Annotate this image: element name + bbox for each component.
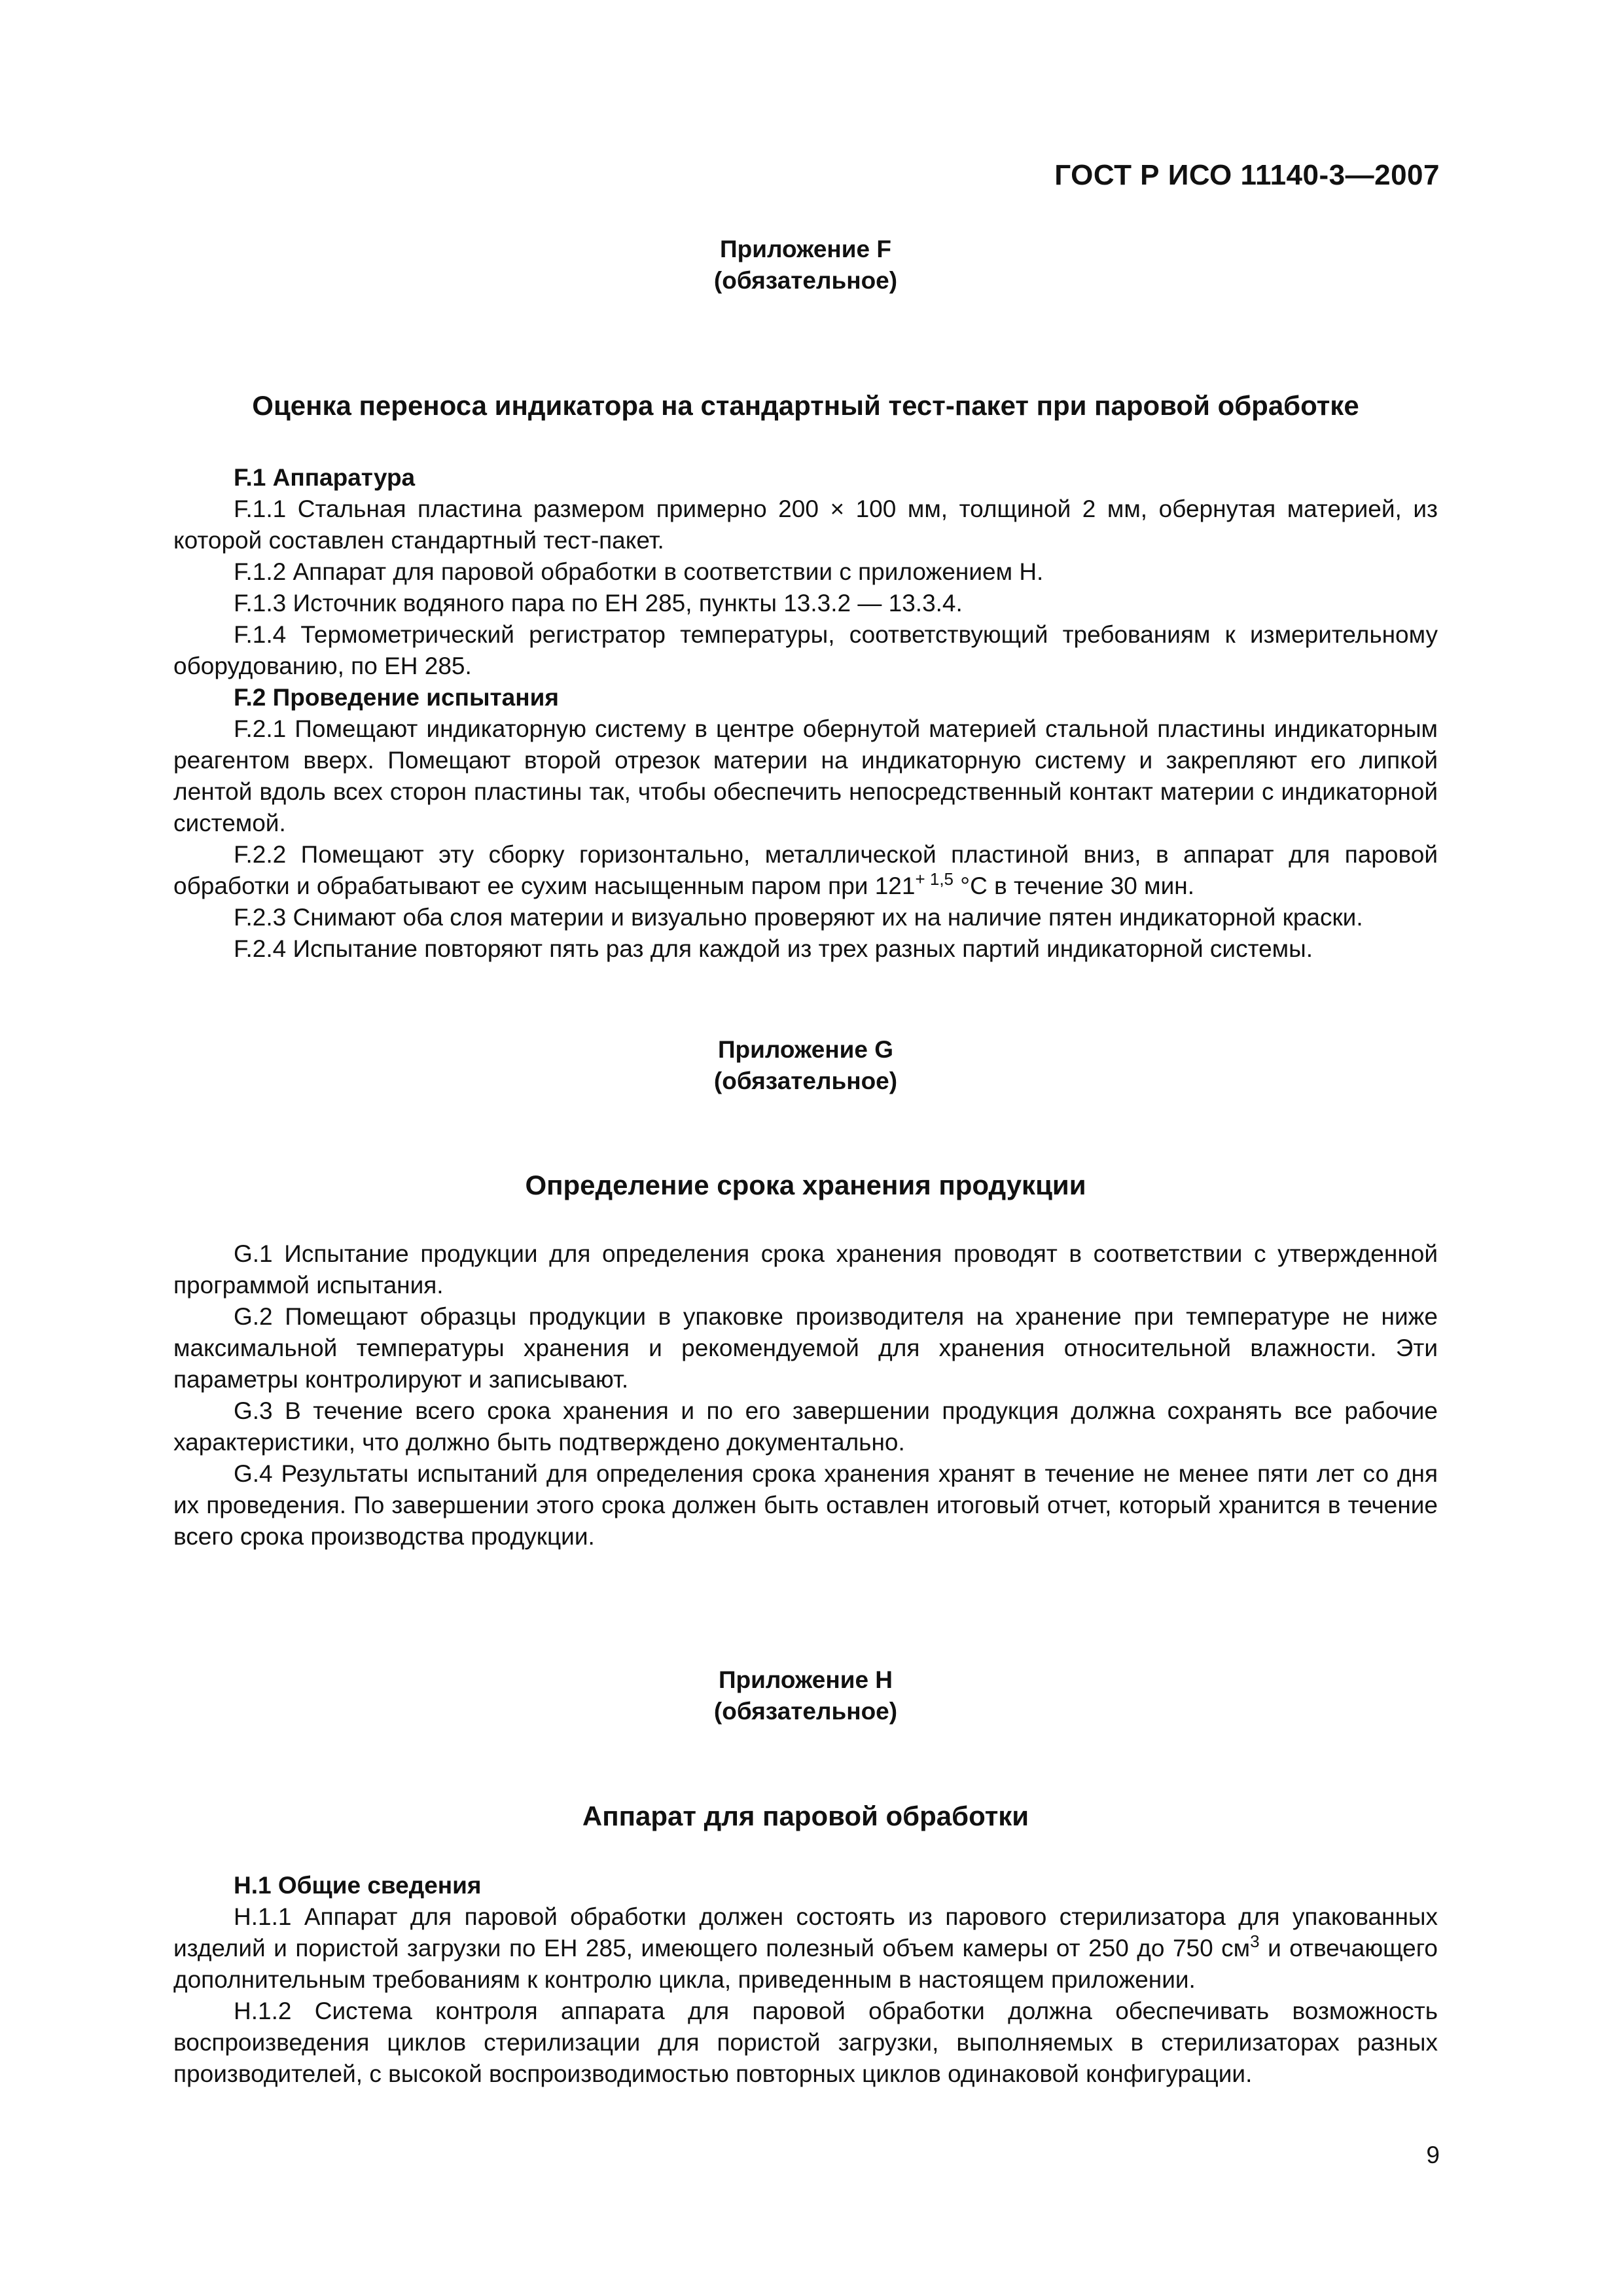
paragraph-f-2-1: F.2.1 Помещают индикаторную систему в центре обернутой материей стальной пластины индикаторным реагентом вверх. Помещают второй отрезок материи на индикаторную систему и закрепляют его липкой лентой вдоль всех сторон пластины так, чтобы обеспечить непосредственный контакт материи с индикаторной системой. xyxy=(173,715,1438,836)
appendix-h-label: Приложение Н xyxy=(718,1666,893,1693)
paragraph-h-1-2: Н.1.2 Система контроля аппарата для паровой обработки должна обеспечивать возможность воспроизведения циклов стерилизации для пористой загрузки, выполняемых в стерилизаторах разных производителей, с высокой воспроизводимостью повторных циклов одинаковой конфигурации. xyxy=(173,1998,1438,2087)
paragraph-f-1-2: F.1.2 Аппарат для паровой обработки в соответствии с приложением Н. xyxy=(234,558,1044,585)
paragraph-f-2-2-text: F.2.2 Помещают эту сборку горизонтально, металлической пластиной вниз, в аппарат для паровой обработки и обрабатывают ее сухим насыщенным паром при 121 xyxy=(173,841,1438,899)
paragraph-g-1: G.1 Испытание продукции для определения срока хранения проводят в соответствии с утвержденной программой испытания. xyxy=(173,1240,1438,1299)
section-f2-heading: F.2 Проведение испытания xyxy=(234,684,559,711)
paragraph-f-1-1: F.1.1 Стальная пластина размером примерно 200 × 100 мм, толщиной 2 мм, обернутая материей, из которой составлен стандартный тест-пакет. xyxy=(173,495,1438,554)
cubic-superscript: 3 xyxy=(1250,1931,1260,1951)
appendix-h-title-block xyxy=(173,1798,1438,1835)
appendix-h-title: Аппарат для паровой обработки xyxy=(582,1801,1029,1831)
paragraph-f-1-4: F.1.4 Термометрический регистратор температуры, соответствующий требованиям к измерительному оборудованию, по ЕН 285. xyxy=(173,621,1438,679)
appendix-f-body xyxy=(173,462,1438,965)
appendix-f-heading xyxy=(173,234,1438,296)
section-h1-heading: Н.1 Общие сведения xyxy=(234,1872,482,1899)
appendix-f-label: Приложение F xyxy=(720,236,891,262)
appendix-g-title: Определение срока хранения продукции xyxy=(525,1170,1086,1200)
appendix-h-body xyxy=(173,1870,1438,2090)
temperature-tolerance: + 1,5 xyxy=(915,869,954,889)
page-number: 9 xyxy=(1426,2142,1440,2168)
paragraph-f-2-4: F.2.4 Испытание повторяют пять раз для каждой из трех разных партий индикаторной системы. xyxy=(234,935,1313,962)
paragraph-g-3: G.3 В течение всего срока хранения и по его завершении продукция должна сохранять все рабочие характеристики, что должно быть подтверждено документально. xyxy=(173,1397,1438,1456)
paragraph-g-2: G.2 Помещают образцы продукции в упаковке производителя на хранение при температуре не ниже максимальной температуры хранения и рекомендуемой для хранения относительной влажности. Эти параметры контролируют и записывают. xyxy=(173,1303,1438,1393)
appendix-g-heading xyxy=(173,1034,1438,1097)
appendix-f-title-block xyxy=(173,387,1438,424)
appendix-g-label: Приложение G xyxy=(717,1036,894,1063)
paragraph-h-1-1-text: Н.1.1 Аппарат для паровой обработки должен состоять из парового стерилизатора для упакованных изделий и пористой загрузки по ЕН 285, имеющего полезный объем камеры от 250 до 750 см xyxy=(173,1903,1438,1962)
appendix-g-body xyxy=(173,1238,1438,1552)
section-f1-heading: F.1 Аппаратура xyxy=(234,464,416,491)
paragraph-h-1-1 xyxy=(173,1901,1438,1996)
appendix-f-title: Оценка переноса индикатора на стандартный тест-пакет при паровой обработке xyxy=(252,390,1359,421)
document-code: ГОСТ Р ИСО 11140-3—2007 xyxy=(1054,159,1440,191)
paragraph-f-2-3: F.2.3 Снимают оба слоя материи и визуально проверяют их на наличие пятен индикаторной краски. xyxy=(234,904,1363,931)
paragraph-h-1-1-tail: и отвечающего дополнительным требованиям к контролю цикла, приведенным в настоящем приложении. xyxy=(173,1935,1438,1993)
paragraph-f-1-3: F.1.3 Источник водяного пара по ЕН 285, пункты 13.3.2 — 13.3.4. xyxy=(234,590,963,617)
paragraph-f-2-2 xyxy=(173,839,1438,902)
appendix-h-heading xyxy=(173,1664,1438,1727)
appendix-g-title-block xyxy=(173,1167,1438,1204)
paragraph-g-4: G.4 Результаты испытаний для определения срока хранения хранят в течение не менее пяти лет со дня их проведения. По завершении этого срока должен быть оставлен итоговый отчет, который хранится в течение всего срока производства продукции. xyxy=(173,1460,1438,1550)
appendix-h-status: (обязательное) xyxy=(713,1698,898,1725)
paragraph-f-2-2-tail: °С в течение 30 мин. xyxy=(954,872,1194,899)
appendix-f-status: (обязательное) xyxy=(713,267,898,294)
appendix-g-status: (обязательное) xyxy=(713,1067,898,1094)
